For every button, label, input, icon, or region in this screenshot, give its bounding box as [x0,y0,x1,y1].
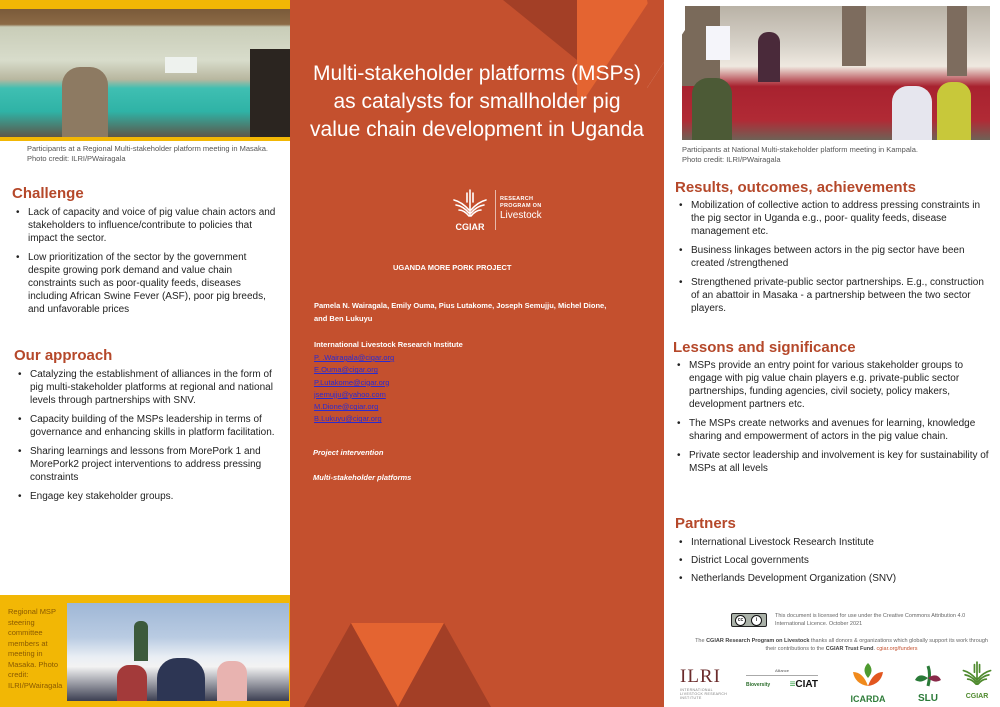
seated-figure [217,661,247,701]
approach-item: • Sharing learnings and lessons from MorePork 1 and MorePork2 project interventions to address pressing constraints [14,445,276,484]
alliance-bioversity-ciat-logo [746,668,818,690]
steering-committee-caption: Regional MSP steering committee members at meeting in Masaka. Photo credit: ILRI/PWairagala [8,607,63,690]
cgiar-label: CGIAR [455,222,485,232]
authors: Pamela N. Wairagala, Emily Ouma, Pius Lutakome, Joseph Semujju, Michel Dione, and Ben Lukuyu [314,301,607,323]
acknowledgement [694,637,989,653]
results-heading: Results, outcomes, achievements [675,179,916,196]
approach-item: • Catalyzing the establishment of alliances in the form of pig multi-stakeholder platforms at regional and national levels through partnerships with SNV. [14,368,276,407]
approach-section [14,347,276,509]
curtain [842,6,866,66]
email-link[interactable]: B.Lukuyu@cigar.org [314,414,382,424]
email-link[interactable]: P. .Wairagala@cigar.org [314,353,395,362]
speaker-figure [62,67,108,137]
seated-figure [692,78,732,140]
partners-heading: Partners [675,515,736,532]
national-meeting-photo [682,6,990,140]
cgiar-wordmark: CGIAR [965,693,989,700]
seated-figure [892,86,932,140]
lessons-item: • The MSPs create networks and avenues for learning, knowledge sharing and empowerment of actors in the pig value chain. [673,417,991,443]
program-line3: Livestock [500,210,542,221]
icarda-leaf-icon [851,662,885,688]
arrow-notch [625,0,685,160]
results-item: • Business linkages between actors in the pig sector have been created /strengthened [675,244,993,270]
thanks-sep: . [873,646,877,652]
standing-figure [134,621,148,661]
thanks-prefix: The [695,638,707,644]
center-title-panel [290,0,664,707]
logo-divider [495,190,496,230]
right-column [664,0,1000,707]
slu-logo [910,664,946,704]
slu-leaf-icon [913,664,943,688]
challenge-heading: Challenge [12,185,84,202]
ilri-logo [680,666,730,700]
email-link[interactable]: jsemujju@yahoo.com [314,389,386,399]
partners-item: • Netherlands Development Organization (SNV) [675,572,993,585]
email-list [314,352,394,426]
msp-label: Multi-stakeholder platforms [313,473,412,482]
approach-list [14,368,276,503]
ciat-label: ≡CIAT [789,679,818,690]
cgiar-logo [958,660,996,700]
slu-wordmark: SLU [918,693,938,704]
program-line2: PROGRAM ON [500,203,542,209]
ilri-subtext: INTERNATIONAL LIVESTOCK RESEARCH INSTITUTE [680,688,728,700]
thanks-program: CGIAR Research Program on Livestock [706,638,810,644]
challenge-item: • Lack of capacity and voice of pig value chain actors and stakeholders to influence/contribute to policies that impact the sector. [12,206,277,245]
cc-glyph: cc [735,615,746,626]
regional-meeting-caption: Participants at a Regional Multi-stakeholder platform meeting in Masaka. Photo credit: ILRI/PWairagala [27,144,268,163]
license-text: This document is licensed for use under the Creative Commons Attribution 4.0 International Licence. October 2021 [775,613,966,627]
program-label [500,196,542,222]
program-line1: RESEARCH [500,196,534,202]
cgiar-wheat-icon [450,188,490,232]
results-item: • Strengthened private-public sector partnerships. E.g., construction of an abattoir in Masaka - a partnership between the two sector players. [675,276,993,315]
approach-item: • Engage key stakeholder groups. [14,490,276,503]
cgiar-livestock-logo [450,188,570,232]
icarda-logo [842,662,894,704]
results-item: • Mobilization of collective action to address pressing constraints in the pig sector in Uganda e.g., poor- quality feeds, disease management etc. [675,199,993,238]
partners-item: • District Local governments [675,554,993,567]
institute: International Livestock Research Institute [314,340,463,349]
approach-heading: Our approach [14,347,113,364]
speaker-figure [758,32,780,82]
lessons-item: • MSPs provide an entry point for various stakeholder groups to engage with pig value chain players e.g. private-public sector partnerships, funding agencies, civil society, policy makers, development partners etc. [673,359,991,411]
regional-meeting-photo [0,9,290,137]
project-name: UGANDA MORE PORK PROJECT [393,263,512,272]
steering-committee-photo-frame [0,595,290,707]
email-link[interactable]: M.Dione@cgiar.org [314,402,379,412]
cgiar-wheat-icon [960,660,994,688]
seated-figure [117,665,147,701]
whiteboard [165,57,197,73]
license-block [731,612,991,634]
bioversity-label: Bioversity [746,681,771,688]
email-link[interactable]: P.Lutakome@cigar.org [314,377,390,387]
lessons-heading: Lessons and significance [673,339,856,356]
alliance-label: Alliance [746,668,818,676]
partners-item: • International Livestock Research Institute [675,536,993,549]
lessons-section [673,339,991,481]
partners-section [675,515,993,590]
results-section [675,179,993,321]
poster-title: Multi-stakeholder platforms (MSPs) as catalysts for smallholder pig value chain development in Uganda [310,62,644,141]
regional-meeting-photo-frame [0,0,290,141]
results-list [675,199,993,315]
challenge-section [12,185,277,322]
ciat-wordmark: CIAT [795,679,818,690]
approach-item: • Capacity building of the MSPs leadership in terms of governance and enhancing skills in platform facilitation. [14,413,276,439]
lessons-list [673,359,991,475]
steering-committee-photo [67,603,289,701]
thanks-fund: CGIAR Trust Fund [825,646,874,652]
partner-logos [672,660,998,706]
icarda-wordmark: ICARDA [850,694,886,704]
challenge-list [12,206,277,316]
seated-figure [157,658,205,701]
funders-link[interactable]: cgiar.org/funders [876,646,918,652]
thanks-middle: thanks all donors & organizations which globally support its work through their contributions to the [765,638,988,652]
curtain [947,6,967,76]
email-link[interactable]: E.Ouma@cigar.org [314,365,378,375]
project-intervention-label: Project intervention [313,448,384,457]
challenge-item: • Low prioritization of the sector by the government despite growing pork demand and value chain constraints such as poor-quality feeds, diseases including African Swine Fever (ASF), poor pig breeds, and unfavorable prices [12,251,277,316]
ilri-wordmark: ILRI [680,666,721,687]
attribution-glyph: i [751,615,762,626]
national-meeting-caption: Participants at National Multi-stakeholder platform meeting in Kampala. Photo credit: ILRI/PWairagala [682,145,918,164]
door [250,49,290,137]
lessons-item: • Private sector leadership and involvement is key for sustainability of MSPs at all levels [673,449,991,475]
flipchart [706,26,730,60]
left-column [0,0,290,707]
partners-list [675,536,993,585]
creative-commons-icon[interactable] [731,613,767,627]
seated-figure [937,82,971,140]
